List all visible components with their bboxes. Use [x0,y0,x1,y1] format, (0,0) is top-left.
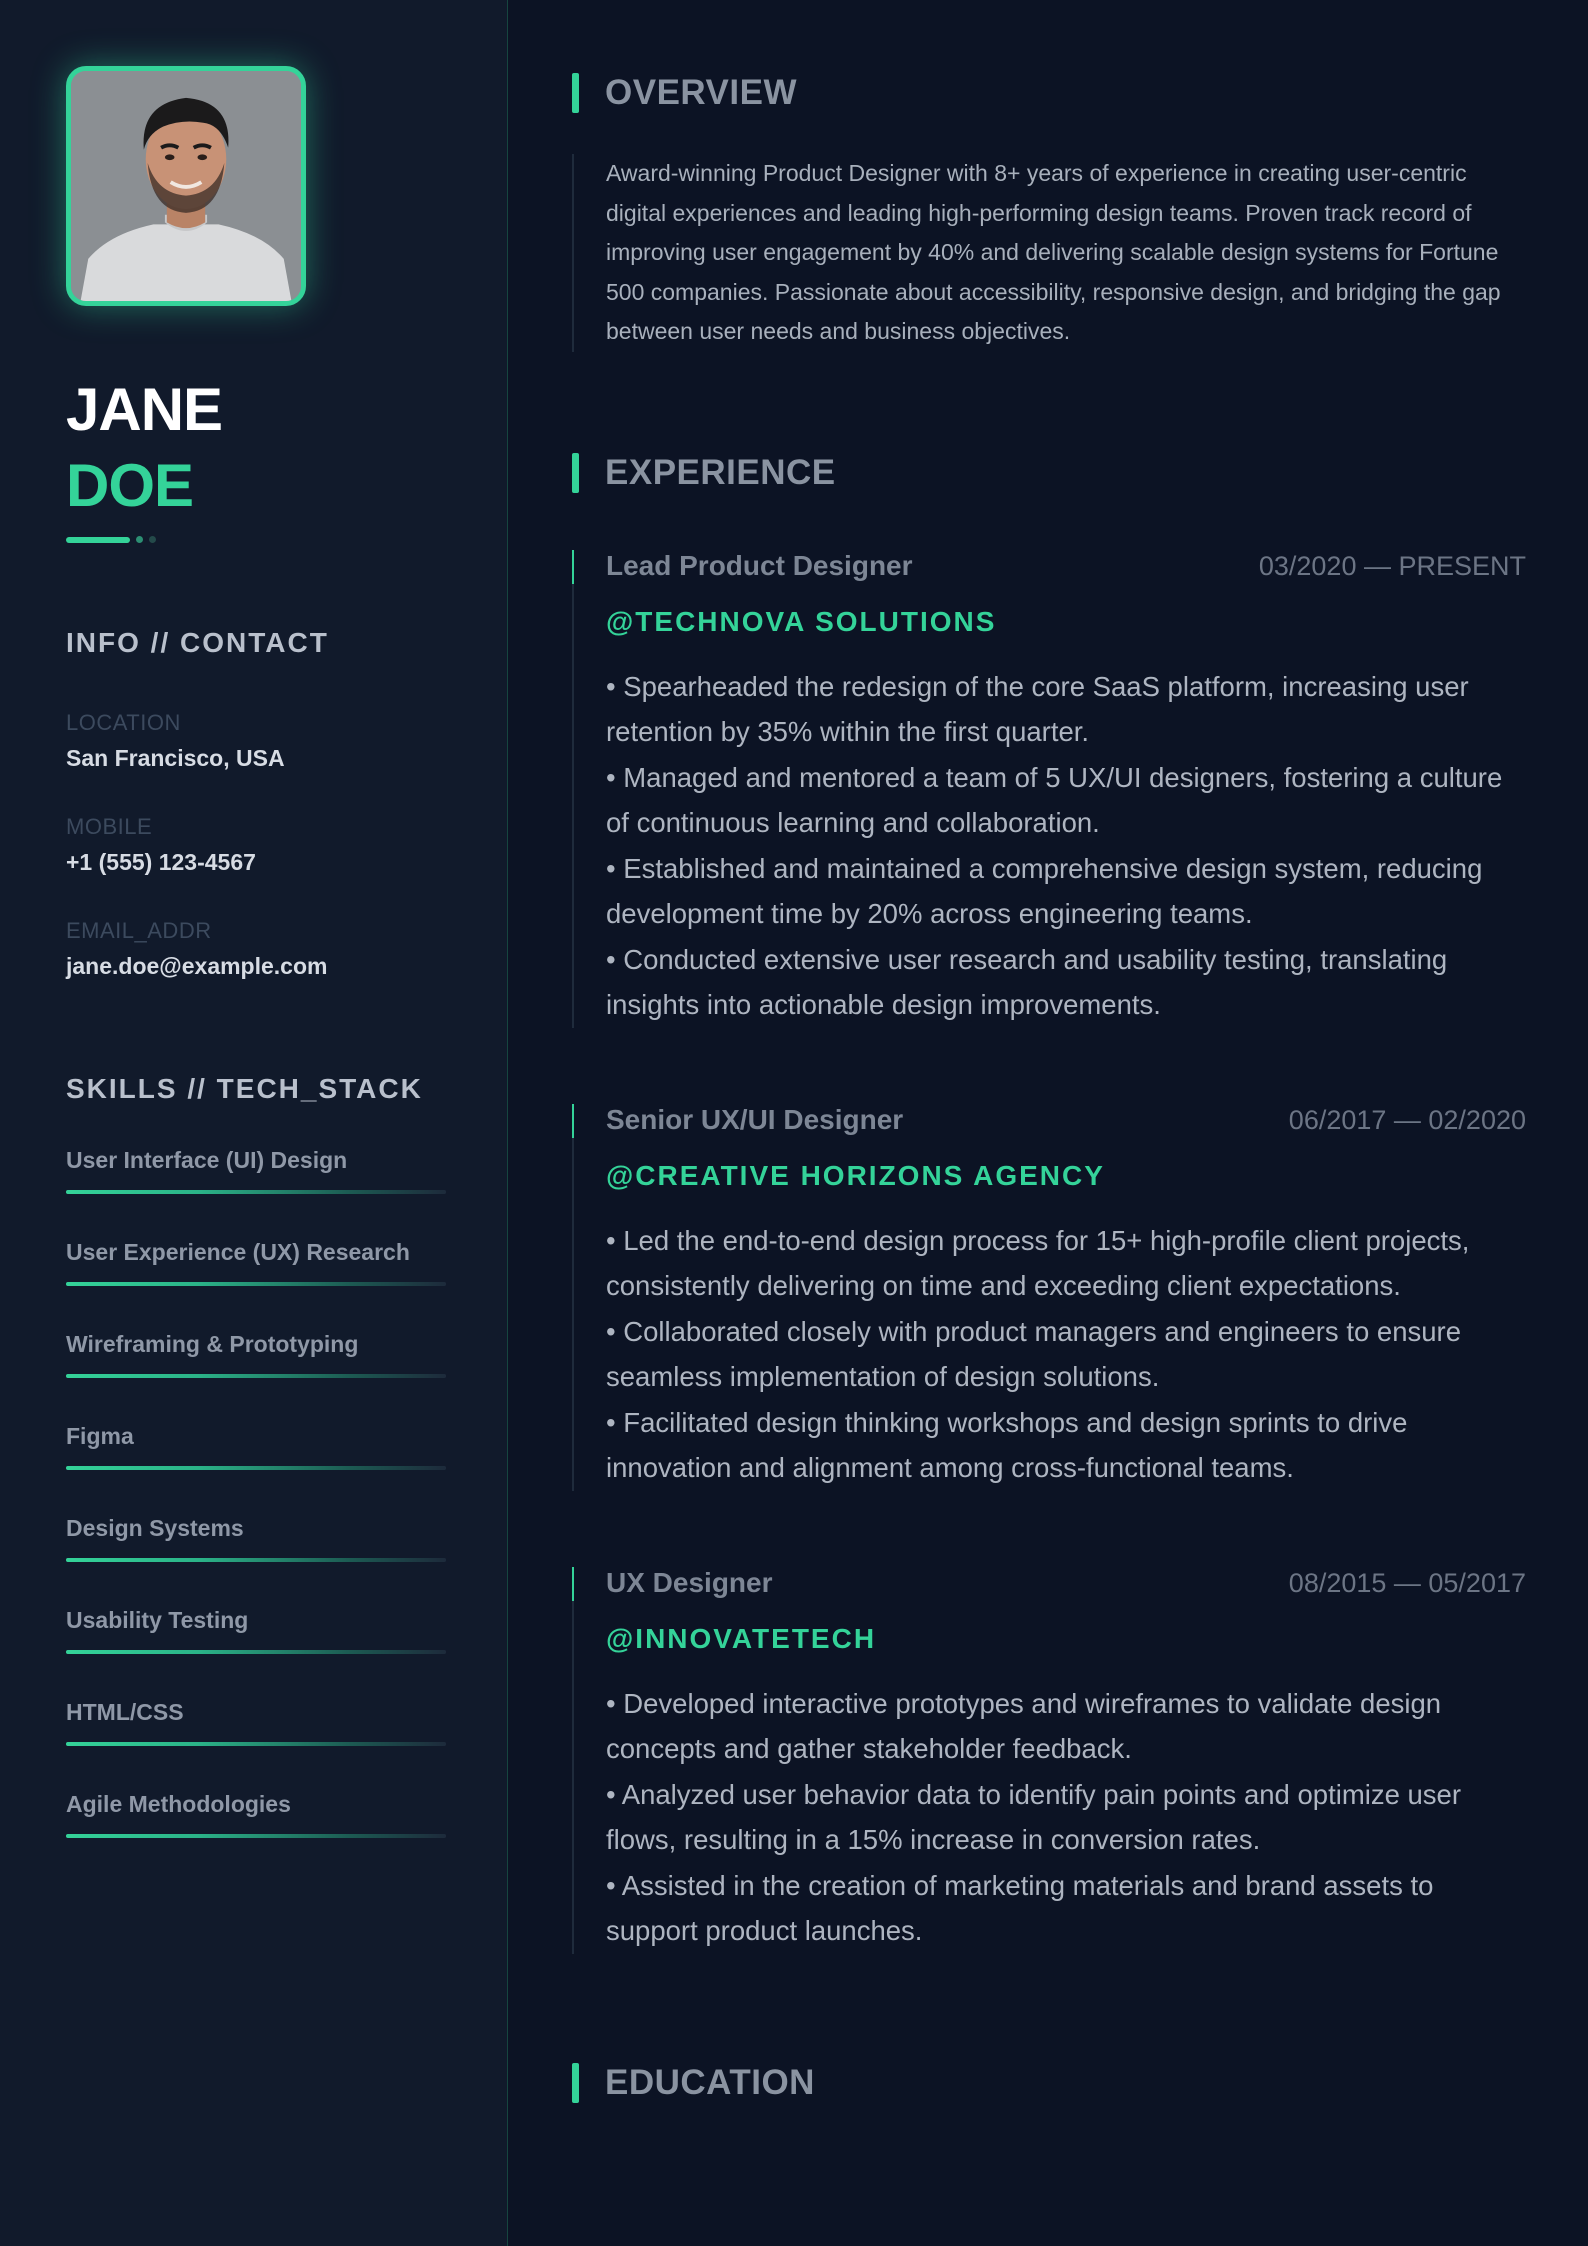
job-bullets [606,1681,1526,1954]
job-bullet: • Developed interactive prototypes and wireframes to validate design concepts and gather stakeholder feedback. [606,1687,1442,1764]
name-accent-decoration [66,536,507,543]
skill-item [66,1329,446,1421]
skill-item [66,1145,446,1237]
job-bullet: • Managed and mentored a team of 5 UX/UI designers, fostering a culture of continuous learning and collaboration. [606,761,1503,838]
job-company: @TECHNOVA SOLUTIONS [606,605,997,637]
job-role: Senior UX/UI Designer [606,1103,904,1135]
skill-name: User Interface (UI) Design [66,1147,348,1173]
skill-name: Figma [66,1423,134,1449]
skill-bar [66,1742,446,1746]
skill-bar [66,1282,446,1286]
job-entry [572,1567,1526,1954]
skill-name: Design Systems [66,1515,244,1541]
contact-value: +1 (555) 123-4567 [66,849,256,875]
job-bullet: • Assisted in the creation of marketing materials and brand assets to support product launches. [606,1869,1434,1946]
skill-bar [66,1190,446,1194]
main-content [508,0,1588,2246]
section-marker [572,453,579,493]
skill-bar [66,1834,446,1838]
accent-dot [149,536,156,543]
skill-item [66,1789,446,1881]
contact-label: MOBILE [66,814,153,839]
contact-value: jane.doe@example.com [66,953,328,979]
contact-value: San Francisco, USA [66,745,285,771]
job-header [606,1567,1526,1599]
skill-name: User Experience (UX) Research [66,1239,410,1265]
skill-name: Usability Testing [66,1607,249,1633]
education-heading [572,2062,1526,2104]
overview-heading [572,72,1526,114]
job-role: UX Designer [606,1566,773,1598]
job-bullet: • Collaborated closely with product managers and engineers to ensure seamless implementation of design solutions. [606,1315,1461,1392]
section-marker [572,2063,579,2103]
job-company: @CREATIVE HORIZONS AGENCY [606,1159,1105,1191]
job-bullet: • Facilitated design thinking workshops and design sprints to drive innovation and alignment among cross-functional teams. [606,1406,1408,1483]
job-bullet: • Established and maintained a comprehensive design system, reducing development time by 20% across engineering teams. [606,852,1483,929]
job-entry [572,1104,1526,1491]
section-marker [572,73,579,113]
contact-label: EMAIL_ADDR [66,918,212,943]
job-entry [572,550,1526,1028]
job-bullet: • Led the end-to-end design process for 15+ high-profile client projects, consistently delivering on time and exceeding client expectations. [606,1224,1470,1301]
experience-heading [572,452,1526,494]
skill-bar [66,1650,446,1654]
contact-list [66,709,507,981]
contact-label: LOCATION [66,710,181,735]
job-role: Lead Product Designer [606,549,913,581]
job-dates: 06/2017 — 02/2020 [1288,1104,1526,1135]
skill-name: Wireframing & Prototyping [66,1331,359,1357]
job-bullet: • Analyzed user behavior data to identify pain points and optimize user flows, resulting in a 15% increase in conversion rates. [606,1778,1462,1855]
job-dates: 03/2020 — PRESENT [1258,550,1526,581]
last-name: DOE [66,452,194,519]
contact-heading: INFO // CONTACT [66,627,329,658]
first-name: JANE [66,376,223,443]
section-title: EXPERIENCE [605,452,836,492]
skill-name: HTML/CSS [66,1699,184,1725]
job-bullets [606,664,1526,1028]
job-bullet: • Spearheaded the redesign of the core SaaS platform, increasing user retention by 35% within the first quarter. [606,670,1469,747]
avatar-image [71,71,301,301]
overview-text: Award-winning Product Designer with 8+ years of experience in creating user-centric digital experiences and leading high-performing design teams. Proven track record of improving user engagement by 40% and delivering scalable design systems for Fortune 500 companies. Passionate about accessibility, responsive design, and bridging the gap between user needs and business objectives. [572,154,1526,352]
skill-bar [66,1374,446,1378]
contact-email [66,917,507,981]
skill-item [66,1605,446,1697]
skills-list [66,1145,446,1881]
sidebar [0,0,508,2246]
job-header [606,550,1526,582]
skill-bar [66,1466,446,1470]
section-title: EDUCATION [605,2062,815,2102]
skills-heading: SKILLS // TECH_STACK [66,1073,423,1104]
profile-photo [66,66,306,306]
accent-bar [66,537,130,543]
skill-item [66,1237,446,1329]
skill-item [66,1697,446,1789]
skill-name: Agile Methodologies [66,1791,291,1817]
section-title: OVERVIEW [605,73,798,112]
skill-item [66,1513,446,1605]
job-header [606,1104,1526,1136]
job-bullets [606,1218,1526,1491]
job-dates: 08/2015 — 05/2017 [1288,1567,1526,1598]
contact-mobile [66,813,507,877]
job-company: @INNOVATETECH [606,1622,877,1654]
accent-dot [136,536,143,543]
contact-location [66,709,507,773]
skill-item [66,1421,446,1513]
job-bullet: • Conducted extensive user research and usability testing, translating insights into actionable design improvements. [606,943,1448,1020]
skill-bar [66,1558,446,1562]
